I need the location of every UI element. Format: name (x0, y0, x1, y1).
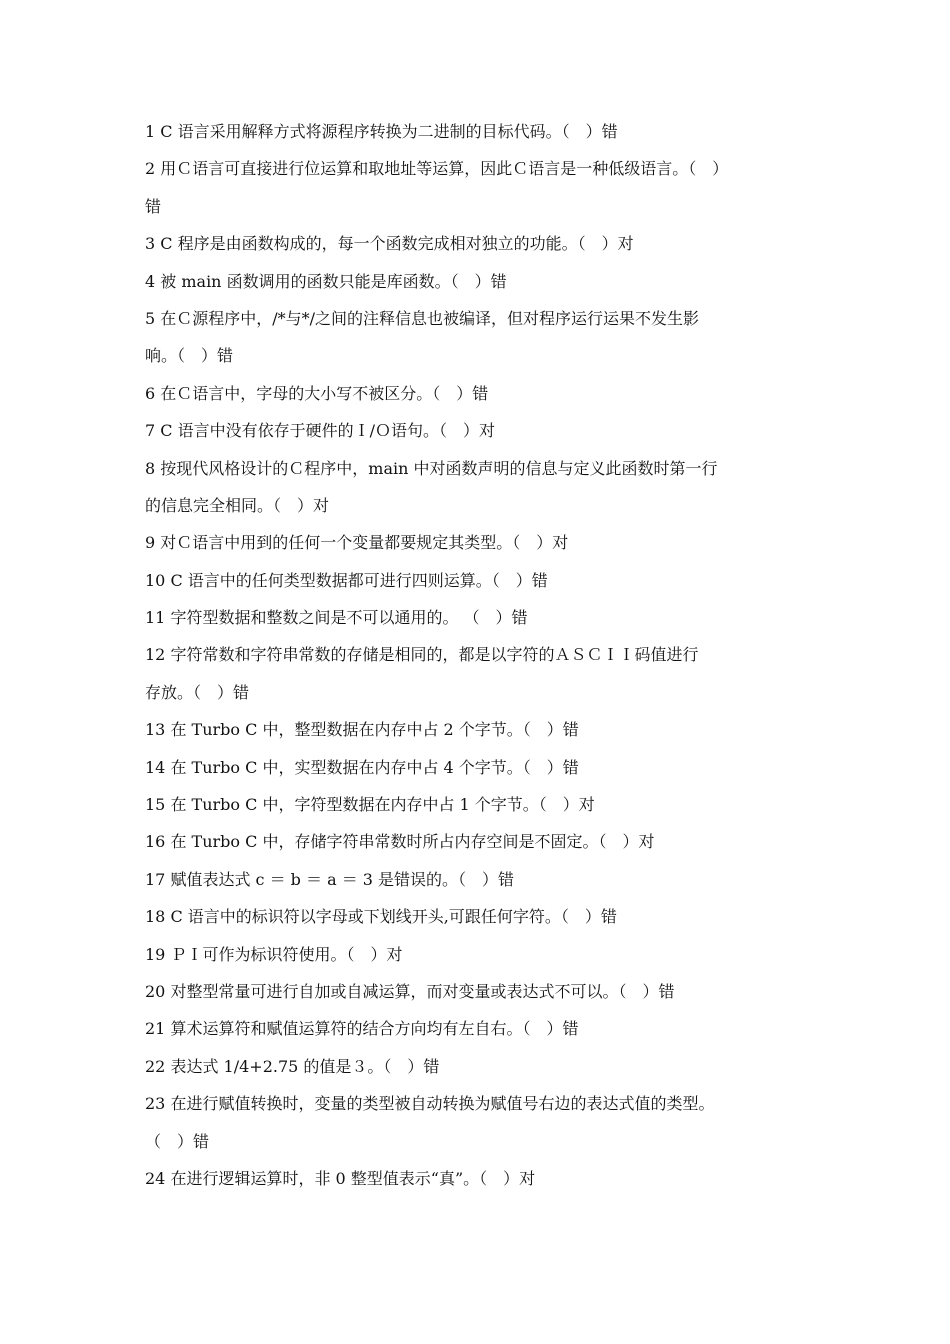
text-line: 23 在进行赋值转换时，变量的类型被自动转换为赋值号右边的表达式值的类型。 (145, 1094, 715, 1114)
text-line: 20 对整型常量可进行自加或自减运算，而对变量或表达式不可以。（ ）错 (145, 981, 675, 1001)
text-line: 5 在Ｃ源程序中，/*与*/之间的注释信息也被编译，但对程序运行运果不发生影 (145, 308, 700, 328)
document-body (145, 113, 810, 1197)
text-line: 15 在 Turbo C 中，字符型数据在内存中占 1 个字节。（ ）对 (145, 795, 595, 815)
text-line: 3 C 程序是由函数构成的，每一个函数完成相对独立的功能。（ ）对 (145, 234, 634, 254)
text-line: 7 C 语言中没有依存于硬件的Ｉ/Ｏ语句。（ ）对 (145, 421, 495, 441)
text-line: 1 C 语言采用解释方式将源程序转换为二进制的目标代码。（ ）错 (145, 122, 618, 141)
text-line: 12 字符常数和字符串常数的存储是相同的，都是以字符的ＡＳＣＩＩ码值进行 (145, 645, 699, 665)
text-line: 19 ＰＩ可作为标识符使用。（ ）对 (145, 944, 403, 964)
text-line: 的信息完全相同。（ ）对 (145, 495, 330, 515)
text-line: 10 C 语言中的任何类型数据都可进行四则运算。（ ）错 (145, 570, 548, 590)
text-line: 22 表达式 1/4+2.75 的值是３。（ ）错 (145, 1056, 440, 1076)
text-line: 存放。（ ）错 (145, 682, 250, 702)
text-line: 9 对Ｃ语言中用到的任何一个变量都要规定其类型。（ ）对 (145, 533, 569, 553)
text-line: 4 被 main 函数调用的函数只能是库函数。（ ）错 (145, 271, 507, 291)
text-line: 响。（ ）错 (145, 346, 234, 366)
text-line: 2 用Ｃ语言可直接进行位运算和取地址等运算，因此Ｃ语言是一种低级语言。（ ） (145, 159, 729, 179)
text-line: 16 在 Turbo C 中，存储字符串常数时所占内存空间是不固定。（ ）对 (145, 832, 655, 852)
text-line: 6 在Ｃ语言中，字母的大小写不被区分。（ ）错 (145, 383, 489, 403)
text-line: 24 在进行逻辑运算时，非 0 整型值表示“真”。（ ）对 (145, 1168, 536, 1188)
text-line: 8 按现代风格设计的Ｃ程序中，main 中对函数声明的信息与定义此函数时第一行 (145, 458, 718, 478)
text-line: 13 在 Turbo C 中，整型数据在内存中占 2 个字节。（ ）错 (145, 720, 579, 740)
text-line: （ ）错 (145, 1131, 210, 1151)
text-line: 11 字符型数据和整数之间是不可以通用的。 （ ）错 (145, 608, 528, 628)
text-line: 18 C 语言中的标识符以字母或下划线开头,可跟任何字符。（ ）错 (145, 907, 617, 927)
text-line: 21 算术运算符和赋值运算符的结合方向均有左自右。（ ）错 (145, 1019, 579, 1039)
text-line: 14 在 Turbo C 中，实型数据在内存中占 4 个字节。（ ）错 (145, 757, 579, 777)
text-line: 17 赋值表达式 c ＝ b ＝ a ＝ 3 是错误的。（ ）错 (145, 869, 515, 889)
text-line: 错 (145, 196, 162, 216)
